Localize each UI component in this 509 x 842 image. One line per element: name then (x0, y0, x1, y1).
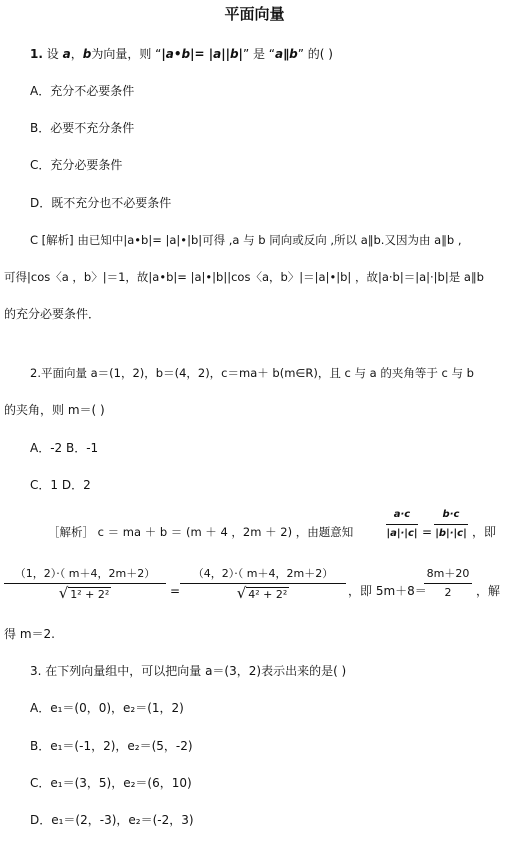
big-fraction-1: （1，2）·（ m＋4，2m＋2） √ 1² + 2² (4, 566, 166, 603)
q2-end-text: ，解 (476, 584, 501, 598)
question-1-stem: 1. 设 a，b为向量，则 “|a•b|= |a||b|” 是 “a∥b” 的( ) (30, 47, 333, 61)
fraction-b-dot-c: b·c |b|·|c| (435, 509, 467, 539)
q2-analysis-prefix: ［解析］ c ＝ ma ＋ b ＝ (m ＋ 4 ，2m ＋ 2) ，由题意知 (48, 525, 354, 539)
page-title: 平面向量 (224, 5, 285, 23)
q2-analysis-suffix: ，即 (472, 525, 497, 539)
question-3-stem: 3. 在下列向量组中，可以把向量 a＝(3，2)表示出来的是( ) (30, 664, 347, 678)
sqrt-icon: √ (236, 584, 247, 602)
q1-answer-line-1: C [解析] 由已知中|a•b|= |a|•|b|可得 ,a 与 b 同向或反向 ,所以 a∥b.又因为由 a∥b , (30, 233, 462, 247)
q1-option-a: A．充分不必要条件 (30, 84, 135, 98)
q1-option-c: C．充分必要条件 (30, 158, 123, 172)
q1-option-b: B．必要不充分条件 (30, 121, 135, 135)
q3-option-a: A．e₁＝(0，0)，e₂＝(1，2) (30, 701, 184, 715)
q1-answer-line-3: 的充分必要条件． (4, 307, 101, 321)
fraction-8m-plus-20: 8m＋20 2 (424, 566, 472, 601)
q3-option-b: B．e₁＝(-1，2)，e₂＝(5，-2) (30, 739, 193, 753)
question-2-stem-line-2: 的夹角，则 m＝( ) (4, 403, 105, 417)
sqrt-icon: √ (58, 584, 69, 602)
q3-option-d: D．e₁＝(2，-3)，e₂＝(-2，3) (30, 813, 194, 827)
q2-result: 得 m＝2. (4, 627, 55, 641)
big-fraction-2: （4，2）·（ m＋4，2m＋2） √ 4² + 2² (180, 566, 346, 603)
equals-sign: = (422, 525, 433, 539)
q2-mid-text: ，即 5m＋8＝ (348, 584, 427, 598)
q1-option-d: D．既不充分也不必要条件 (30, 196, 172, 210)
q3-option-c: C．e₁＝(3，5)，e₂＝(6，10) (30, 776, 192, 790)
equals-sign-2: = (170, 584, 181, 598)
q2-options-row-1: A．-2 B．-1 (30, 441, 99, 455)
q1-answer-line-2: 可得|cos〈a ，b〉|＝1，故|a•b|= |a|•|b||cos〈a，b〉|＝|a|•|b| ，故|a·b|＝|a|·|b|是 a∥b (4, 270, 484, 284)
fraction-a-dot-c: a·c |a|·|c| (386, 509, 418, 539)
q2-options-row-2: C．1 D．2 (30, 478, 91, 492)
question-2-stem-line-1: 2.平面向量 a＝(1，2)，b＝(4，2)，c＝ma＋ b(m∈R)，且 c 与 a 的夹角等于 c 与 b (30, 366, 474, 380)
